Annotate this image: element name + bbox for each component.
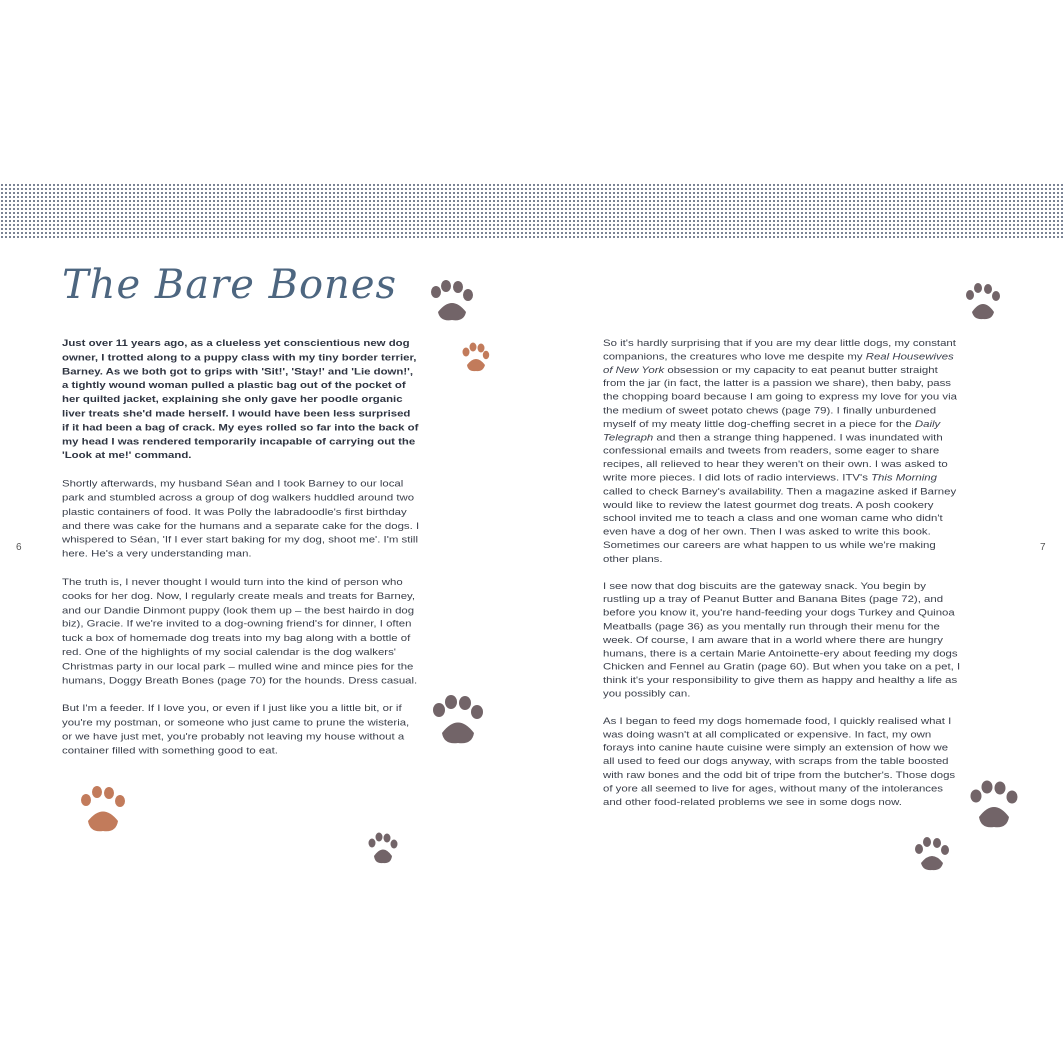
intro-paragraph: Just over 11 years ago, as a clueless yet conscientious new dog owner, I trotted along to a puppy class with my tiny border terrier, Barney. As we both got to grips with 'Sit!', 'Stay!' and 'Lie down!', a tightly wound woman pulled a plastic bag out of the pocket of her quilted jacket, explaining she only gave her poodle organic liver treats she'd made herself. I would have been less surprised if it had been a bag of crack. My eyes rolled so far into the back of my head I was rendered temporarily incapable of carrying out the 'Look at me!' command. bbox=[62, 338, 419, 461]
page-number-left: 6 bbox=[16, 542, 22, 553]
paw-print-icon bbox=[430, 695, 486, 749]
paw-print-icon bbox=[963, 282, 1003, 324]
paragraph: The truth is, I never thought I would turn into the kind of person who cooks for her dog. Now, I regularly create meals and treats for Barney, and our Dandie Dinmont puppy (look them up – the best hairdo in dog biz), Gracie. If we're invited to a dog-owning friend's for dinner, I often tuck a box of homemade dog treats into my bag along with a bottle of red. One of the highlights of my social calendar is the dog walkers' Christmas party in our local park – mulled wine and mince pies for the humans, Doggy Breath Bones (page 70) for the hounds. Dress casual. bbox=[62, 577, 418, 686]
paw-print-icon bbox=[428, 280, 476, 326]
right-column bbox=[603, 337, 961, 823]
page-number-right: 7 bbox=[1040, 542, 1046, 553]
paragraph: As I began to feed my dogs homemade food, I quickly realised what I was doing wasn't at all complicated or expensive. In fact, my own forays into canine haute cuisine were simply an extension of how we all used to feed our dogs anyway, with scraps from the table boosted with raw bones and the odd bit of tripe from the butcher's. Those dogs of yore all seemed to live for ages, without many of the intolerances and other food-related problems we see in some dogs now. bbox=[603, 716, 956, 808]
paw-print-icon bbox=[912, 837, 952, 873]
paragraph: So it's hardly surprising that if you are my dear little dogs, my constant companions, the creatures who love me despite my Real Housewives of New York obsession or my capacity to eat peanut butter straight from the jar (in fact, the latter is a passion we share), then baby, pass the chopping board because I am going to express my love for you via the medium of sweet potato chews (page 79). I finally unburdened myself of my meaty little dog-cheffing secret in a piece for the Daily Telegraph and then a strange thing happened. I was inundated with confessional emails and tweets from readers, some eager to share recipes, all relieved to hear they weren't on their own. I was asked to write more pieces. I did lots of radio interviews. ITV's This Morning called to check Barney's availability. Then a magazine asked if Barney would like to review the latest gourmet dog treats. A posh cookery school invited me to teach a class and one woman came who didn't even have a dog of her own. Then I was asked to write this book. Sometimes our careers are what happen to us while we're making other plans. bbox=[603, 338, 957, 565]
paragraph: Shortly afterwards, my husband Séan and I took Barney to our local park and stumbled across a group of dog walkers huddled around two plastic containers of food. It was Polly the labradoodle's first birthday and there was cake for the humans and a separate cake for the dogs. I whispered to Séan, 'If I ever start baking for my dog, shoot me'. I'm still here. He's a very understanding man. bbox=[62, 479, 420, 560]
paw-print-icon bbox=[460, 342, 490, 374]
paw-print-icon bbox=[78, 785, 128, 837]
paragraph: I see now that dog biscuits are the gateway snack. You begin by rustling up a tray of Peanut Butter and Banana Bites (page 72), and before you know it, you're hand-feeding your dogs Turkey and Quinoa Meatballs (page 36) as you mentally run through their menu for the week. Of course, I am aware that in a world where there are hungry humans, there is a certain Marie Antoinette-ery about feeding my dogs Chicken and Fennel au Gratin (page 60). But when you take on a pet, I think it's your responsibility to give them as happy and healthy a life as you possibly can. bbox=[603, 581, 961, 700]
left-column bbox=[62, 337, 420, 772]
paw-print-icon bbox=[968, 780, 1020, 832]
page-title: The Bare Bones bbox=[62, 262, 398, 308]
paw-print-icon bbox=[366, 832, 400, 866]
paragraph: But I'm a feeder. If I love you, or even if I just like you a little bit, or if you're my postman, or someone who just came to prune the wisteria, or we have just met, you're probably not leaving my house without a container filled with something good to eat. bbox=[62, 703, 410, 756]
dotted-header-band bbox=[0, 183, 1063, 238]
